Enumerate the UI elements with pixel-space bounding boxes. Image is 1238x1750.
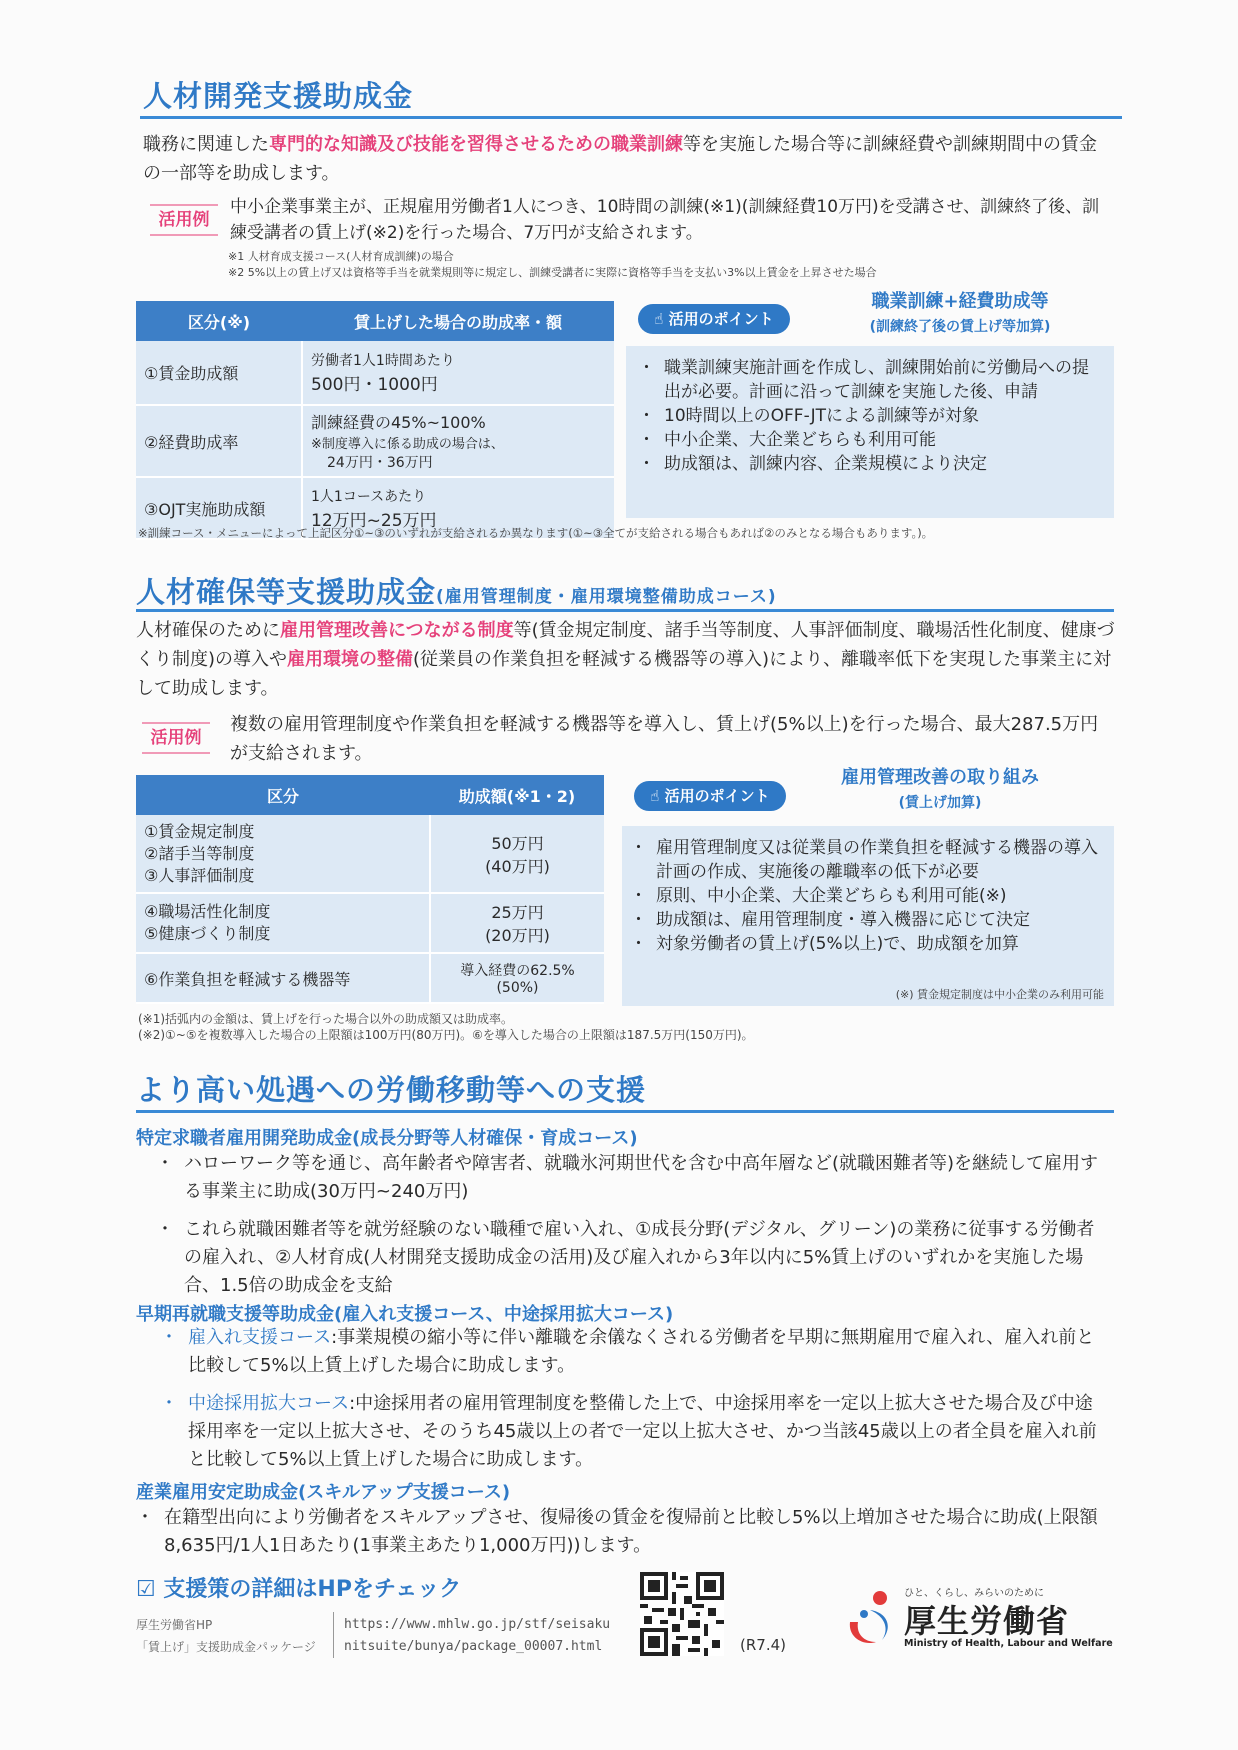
subsection-list-3	[136, 1504, 1108, 1570]
row-label: ①賃金規定制度 ②諸手当等制度 ③人事評価制度	[136, 815, 430, 893]
edition-label: (R7.4)	[740, 1636, 786, 1654]
table-header-category: 区分(※)	[136, 301, 302, 341]
hand-icon: ☝	[654, 310, 664, 328]
table-header-category: 区分	[136, 775, 430, 815]
list-item: ・ 中途採用拡大コース:中途採用者の雇用管理制度を整備した上で、中途採用率を一定以上拡大させた場合及び中途採用率を一定以上拡大させ、そのうち45歳以上の者で一定以上拡大させ、かつ当該45歳以上の者全員を雇入れ前と比較して5%以上賃上げした場合に助成します。	[160, 1390, 1108, 1474]
table-row	[136, 815, 604, 893]
section1-footnote: ※訓練コース・メニューによって上記区分①~③のいずれが支給されるか異なります(①~③全てが支給される場合もあれば②のみとなる場合もあります。)。	[138, 526, 934, 540]
section1-underline	[140, 116, 1122, 119]
list-item: ・ 雇用管理制度又は従業員の作業負担を軽減する機器の導入計画の作成、実施後の離職率の低下が必要	[630, 836, 1100, 884]
subsection-list-1	[156, 1150, 1108, 1310]
row-value: 25万円 (20万円)	[430, 893, 604, 953]
note-2: ※2 5%以上の賃上げ又は資格等手当を就業規則等に規定し、訓練受講者に実際に資格等手当を支払い3%以上賃金を上昇させた場合	[228, 266, 877, 279]
table-row	[136, 953, 604, 1003]
section1-example: 中小企業事業主が、正規雇用労働者1人につき、10時間の訓練(※1)(訓練経費10万円)を受講させ、訓練終了後、訓練受講者の賃上げ(※2)を行った場合、7万円が支給されます。	[230, 197, 1100, 243]
logo-tagline: ひと、くらし、みらいのために	[904, 1588, 1044, 1599]
point-pill-2: ☝ 活用のポイント	[634, 781, 786, 811]
section1-title: 人材開発支援助成金	[143, 79, 414, 113]
footer-divider	[333, 1612, 334, 1658]
point-pill-1: ☝ 活用のポイント	[638, 304, 790, 334]
point-note: (※) 賃金規定制度は中小企業のみ利用可能	[895, 988, 1104, 1001]
table-row	[136, 893, 604, 953]
point-panel-2	[622, 826, 1114, 1006]
hand-icon: ☝	[650, 787, 660, 805]
grant-table-2	[136, 775, 604, 1004]
section2-example: 複数の雇用管理制度や作業負担を軽減する機器等を導入し、賃上げ(5%以上)を行った場合、最大287.5万円が支給されます。	[230, 714, 1099, 764]
example-tag: 活用例	[150, 204, 218, 236]
subsection-list-2	[160, 1324, 1108, 1484]
example-tag: 活用例	[142, 722, 210, 754]
table-row	[136, 405, 614, 477]
row-label: ⑥作業負担を軽減する機器等	[136, 953, 430, 1003]
section2-footnote-2: (※2)①~⑤を複数導入した場合の上限額は100万円(80万円)。⑥を導入した場合の上限額は187.5万円(150万円)。	[138, 1028, 754, 1042]
mhlw-logo-icon	[842, 1588, 900, 1648]
table-header-amount: 助成額(※1・2)	[430, 775, 604, 815]
grant-table-1	[136, 301, 614, 540]
row-value: 1人1コースあたり 12万円~25万円	[302, 477, 614, 539]
list-item: ・ 対象労働者の賃上げ(5%以上)で、助成額を加算	[630, 932, 1100, 956]
intro-text: 職務に関連した	[143, 134, 269, 155]
list-item: ・ 助成額は、雇用管理制度・導入機器に応じて決定	[630, 908, 1100, 932]
section2-footnote-1: (※1)括弧内の金額は、賃上げを行った場合以外の助成額又は助成率。	[138, 1012, 514, 1026]
section2-title: 人材確保等支援助成金(雇用管理制度・雇用環境整備助成コース)	[136, 575, 777, 609]
note-1: ※1 人材育成支援コース(人材育成訓練)の場合	[228, 250, 454, 263]
section3-underline	[136, 1110, 1114, 1113]
list-item: ・ 原則、中小企業、大企業どちらも利用可能(※)	[630, 884, 1100, 908]
section3-title: より高い処遇への労働移動等への支援	[136, 1073, 647, 1107]
logo-name: 厚生労働省	[904, 1602, 1070, 1640]
intro-highlight: 専門的な知識及び技能を習得させるための職業訓練	[269, 134, 683, 155]
row-value: 50万円 (40万円)	[430, 815, 604, 893]
point-panel-1	[626, 346, 1114, 518]
list-item: ・ 助成額は、訓練内容、企業規模により決定	[638, 452, 1100, 476]
row-label: ①賃金助成額	[136, 341, 302, 405]
row-value: 導入経費の62.5% (50%)	[430, 953, 604, 1003]
point-title-1: 職業訓練+経費助成等 (訓練終了後の賃上げ等加算)	[869, 291, 1051, 335]
qr-code-icon[interactable]	[640, 1572, 724, 1656]
list-item: ・ 10時間以上のOFF-JTによる訓練等が対象	[638, 404, 1100, 428]
subsection-title-1: 特定求職者雇用開発助成金(成長分野等人材確保・育成コース)	[136, 1128, 638, 1149]
checkbox-icon: ☑	[136, 1577, 156, 1602]
subsection-title-3: 産業雇用安定助成金(スキルアップ支援コース)	[136, 1482, 511, 1503]
list-item: ・ これら就職困難者等を就労経験のない職種で雇い入れ、①成長分野(デジタル、グリーン)の業務に従事する労働者の雇入れ、②人材育成(人材開発支援助成金の活用)及び雇入れから3年以内に5%賃上げのいずれかを実施した場合、1.5倍の助成金を支給	[156, 1216, 1108, 1300]
row-label: ④職場活性化制度 ⑤健康づくり制度	[136, 893, 430, 953]
row-label: ③OJT実施助成額	[136, 477, 302, 539]
intro-text-rest: 等を実施した場合等に訓練経費や訓練期間中の賃金の一部等を助成します。	[143, 134, 1097, 184]
section2-underline	[136, 609, 1114, 612]
table-row	[136, 341, 614, 405]
check-banner: ☑ 支援策の詳細はHPをチェック	[136, 1577, 462, 1602]
list-item: ・ 在籍型出向により労働者をスキルアップさせ、復帰後の賃金を復帰前と比較し5%以上増加させた場合に助成(上限額8,635円/1人1日あたり(1事業主あたり1,000万円))します。	[136, 1504, 1108, 1560]
subsection-title-2: 早期再就職支援等助成金(雇入れ支援コース、中途採用拡大コース)	[136, 1304, 674, 1325]
list-item: ・ ハローワーク等を通じ、高年齢者や障害者、就職氷河期世代を含む中高年層など(就職困難者等)を継続して雇用する事業主に助成(30万円~240万円)	[156, 1150, 1108, 1206]
footer-url[interactable]: https://www.mhlw.go.jp/stf/seisaku nitsuite/bunya/package_00007.html	[344, 1617, 611, 1654]
section2-intro: 人材確保のために雇用管理改善につながる制度等(賃金規定制度、諸手当等制度、人事評価制度、職場活性化制度、健康づくり制度)の導入や雇用環境の整備(従業員の作業負担を軽減する機器等の導入)により、離職率低下を実現した事業主に対して助成します。	[136, 620, 1115, 699]
list-item: ・ 中小企業、大企業どちらも利用可能	[638, 428, 1100, 452]
row-label: ②経費助成率	[136, 405, 302, 477]
list-item: ・ 職業訓練実施計画を作成し、訓練開始前に労働局への提出が必要。計画に沿って訓練を実施した後、申請	[638, 356, 1100, 404]
table-header-rate: 賃上げした場合の助成率・額	[302, 301, 614, 341]
point-title-2: 雇用管理改善の取り組み (賃上げ加算)	[841, 767, 1039, 811]
row-value: 労働者1人1時間あたり 500円・1000円	[302, 341, 614, 405]
footer-labels: 厚生労働省HP 「賃上げ」支援助成金パッケージ	[136, 1618, 316, 1654]
section1-intro	[143, 130, 1103, 188]
row-value: 訓練経費の45%~100% ※制度導入に係る助成の場合は、 24万円・36万円	[302, 405, 614, 477]
list-item: ・ 雇入れ支援コース:事業規模の縮小等に伴い離職を余儀なくされる労働者を早期に無期雇用で雇入れ、雇入れ前と比較して5%以上賃上げした場合に助成します。	[160, 1324, 1108, 1380]
logo-english: Ministry of Health, Labour and Welfare	[904, 1638, 1113, 1649]
